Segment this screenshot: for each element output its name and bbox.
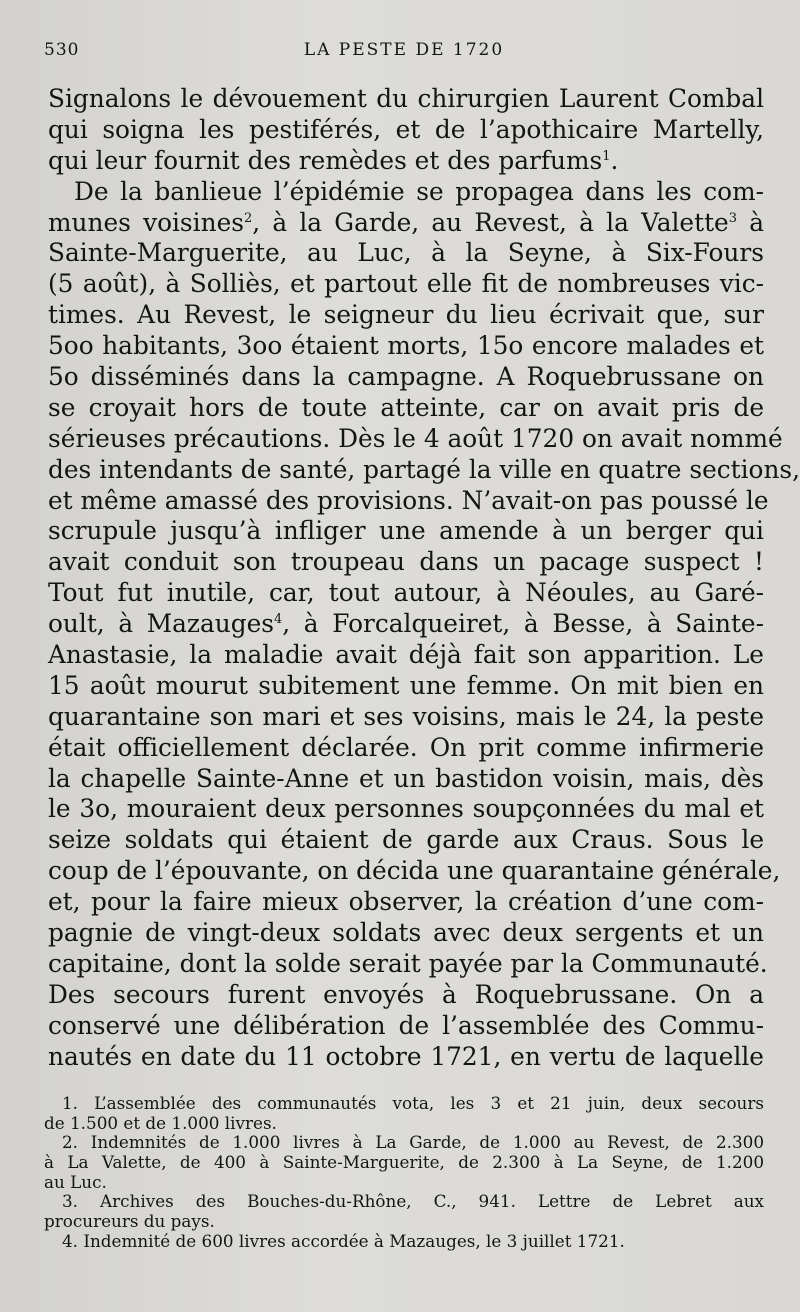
text-line: et même amassé des provisions. N’avait-on pas poussé le xyxy=(48,485,769,515)
text-line: avait conduit son troupeau dans un pacage suspect ! xyxy=(48,547,764,577)
footnote-line: 2. Indemnités de 1.000 livres à La Garde, de 1.000 au Revest, de 2.300 xyxy=(62,1132,764,1153)
text-line: Signalons le dévouement du chirurgien Laurent Combal xyxy=(48,84,764,113)
footnotes xyxy=(44,1094,764,1252)
text-line: 5oo habitants, 3oo étaient morts, 15o encore malades et xyxy=(48,331,764,361)
text-line: qui soigna les pestiférés, et de l’apothicaire Martelly, xyxy=(48,114,764,144)
text-line: 5o disséminés dans la campagne. A Roquebrussane on xyxy=(48,362,764,392)
footnote-line: procureurs du pays. xyxy=(44,1211,215,1232)
text-line: qui leur fournit des remèdes et des parfums$^1$. xyxy=(48,145,619,175)
text-line: des intendants de santé, partagé la ville en quatre sections, xyxy=(48,454,800,484)
text-line: coup de l’épouvante, on décida une quarantaine générale, xyxy=(48,856,781,886)
text-line: se croyait hors de toute atteinte, car on avait pris de xyxy=(48,392,764,422)
text-line: seize soldats qui étaient de garde aux Craus. Sous le xyxy=(48,825,764,855)
body-text xyxy=(48,84,800,1073)
page-number: 530 xyxy=(44,40,80,60)
text-line: Des secours furent envoyés à Roquebrussane. On a xyxy=(48,979,764,1009)
text-line: Sainte-Marguerite, au Luc, à la Seyne, à Six-Fours xyxy=(48,238,764,268)
text-line: la chapelle Sainte-Anne et un bastidon voisin, mais, dès xyxy=(48,763,764,793)
footnote-line: à La Valette, de 400 à Sainte-Marguerite, de 2.300 à La Seyne, de 1.200 xyxy=(44,1152,764,1173)
text-line: munes voisines$^2$, à la Garde, au Revest, à la Valette$^3$ à xyxy=(48,207,764,237)
text-line: était officiellement déclarée. On prit comme infirmerie xyxy=(48,732,764,762)
text-line: nautés en date du 11 octobre 1721, en vertu de laquelle xyxy=(48,1041,764,1071)
text-line: quarantaine son mari et ses voisins, mais le 24, la peste xyxy=(48,701,764,731)
text-line: oult, à Mazauges$^4$, à Forcalqueiret, à Besse, à Sainte- xyxy=(48,609,764,639)
footnote-line: 1. L’assemblée des communautés vota, les 3 et 21 juin, deux secours xyxy=(62,1093,764,1113)
text-line: capitaine, dont la solde serait payée par la Communauté. xyxy=(48,948,768,978)
footnote-ref: 2 xyxy=(243,210,253,226)
footnote-line: 3. Archives des Bouches-du-Rhône, C., 941. Lettre de Lebret aux xyxy=(62,1191,764,1212)
text-line: times. Au Revest, le seigneur du lieu écrivait que, sur xyxy=(48,300,764,330)
text-line: De la banlieue l’épidémie se propagea dans les com- xyxy=(74,176,764,206)
footnote-line: de 1.500 et de 1.000 livres. xyxy=(44,1112,277,1133)
footnote-ref: 3 xyxy=(728,210,737,226)
text-line: le 3o, mouraient deux personnes soupçonnées du mal et xyxy=(48,794,764,824)
text-line: (5 août), à Solliès, et partout elle fit de nombreuses vic- xyxy=(48,269,764,299)
text-line: sérieuses précautions. Dès le 4 août 1720 on avait nommé xyxy=(48,423,783,453)
footnote-ref: 4 xyxy=(274,612,283,628)
footnote-ref: 1 xyxy=(602,148,611,164)
running-title: LA PESTE DE 1720 xyxy=(303,40,505,60)
text-line: Anastasie, la maladie avait déjà fait son apparition. Le xyxy=(48,640,764,670)
page-header xyxy=(44,40,764,66)
text-line: scrupule jusqu’à infliger une amende à un berger qui xyxy=(48,516,764,546)
footnote-line: 4. Indemnité de 600 livres accordée à Mazauges, le 3 juillet 1721. xyxy=(62,1230,625,1251)
text-line: pagnie de vingt-deux soldats avec deux sergents et un xyxy=(48,918,764,948)
text-line: Tout fut inutile, car, tout autour, à Néoules, au Garé- xyxy=(48,578,764,608)
text-line: et, pour la faire mieux observer, la création d’une com- xyxy=(48,887,764,917)
text-line: 15 août mourut subitement une femme. On mit bien en xyxy=(48,670,764,700)
footnote-line: au Luc. xyxy=(44,1171,107,1192)
text-line: conservé une délibération de l’assemblée des Commu- xyxy=(48,1010,764,1040)
